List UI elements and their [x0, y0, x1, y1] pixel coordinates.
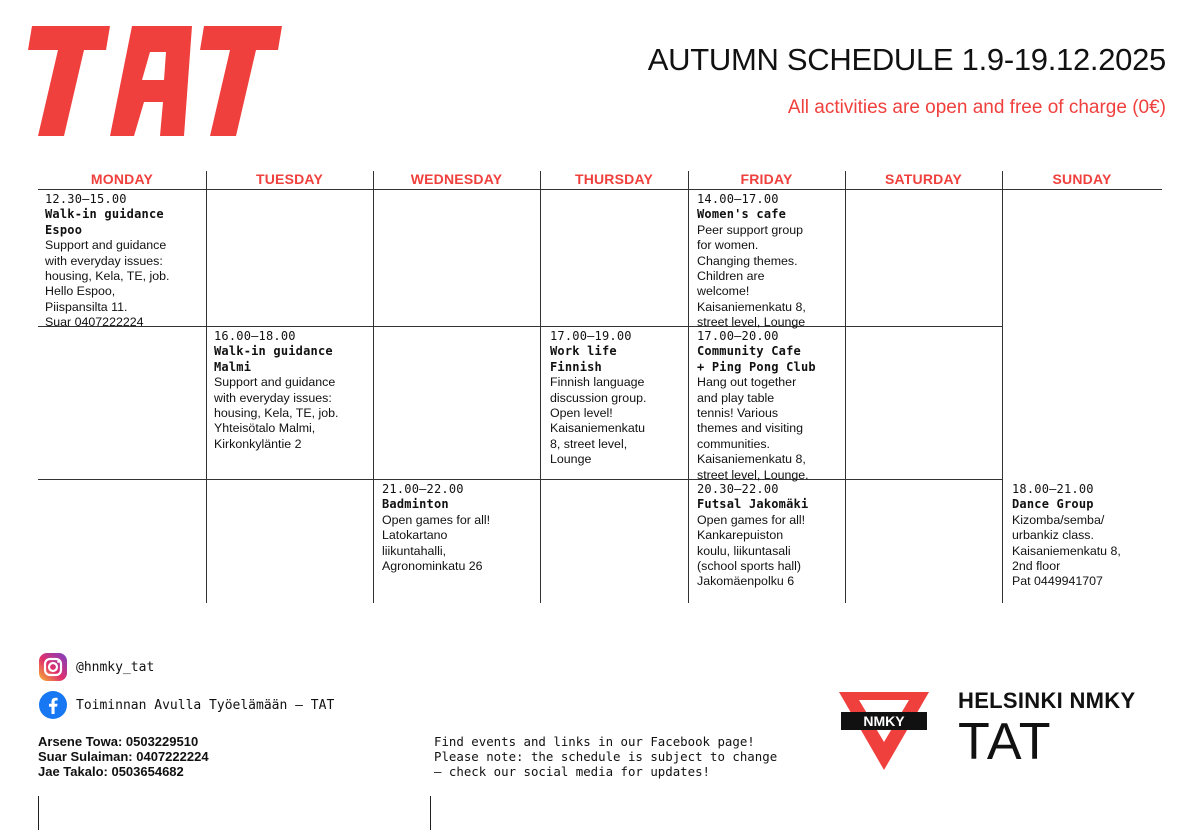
- event-desc: Open games for all!: [382, 512, 491, 527]
- column-divider: [206, 171, 207, 603]
- event-desc: Peer support group: [697, 222, 804, 237]
- event-time: 17.00–20.00: [697, 329, 779, 343]
- event-time: 16.00–18.00: [214, 329, 296, 343]
- event-time: 14.00–17.00: [697, 192, 779, 206]
- event-desc: Kaisaniemenkatu 8,: [697, 299, 806, 314]
- event-time: 20.30–22.00: [697, 482, 779, 496]
- day-tuesday: TUESDAY: [255, 171, 323, 187]
- event-desc: discussion group.: [550, 390, 647, 405]
- footer-divider: [38, 796, 39, 830]
- event-desc: Support and guidance: [45, 238, 167, 253]
- column-divider: [845, 171, 846, 603]
- event-desc: Changing themes.: [697, 253, 798, 268]
- event-desc: Hang out together: [697, 375, 797, 390]
- event-desc: tennis! Various: [697, 406, 779, 421]
- event-desc: Hello Espoo,: [45, 284, 116, 299]
- column-divider: [1002, 171, 1003, 603]
- column-divider: [540, 171, 541, 603]
- event-desc: Children are: [697, 269, 765, 284]
- event-desc: Kaisaniemenkatu 8,: [697, 452, 806, 467]
- event-title: Dance Group: [1012, 497, 1094, 512]
- event-desc: street level, Lounge: [697, 315, 806, 330]
- event-desc: Support and guidance: [214, 375, 336, 390]
- event-desc: themes and visiting: [697, 421, 804, 436]
- event-desc: Kirkonkyläntie 2: [214, 436, 302, 451]
- event-desc: Open level!: [550, 406, 613, 421]
- event-desc: welcome!: [697, 284, 750, 299]
- event-desc: Kaisaniemenkatu 8,: [1012, 543, 1121, 558]
- instagram-icon: [38, 652, 68, 682]
- event-futsal-jakomaki: [697, 482, 844, 590]
- facebook-link[interactable]: [38, 690, 334, 720]
- instagram-handle: @hnmky_tat: [76, 659, 155, 675]
- event-desc: Kankarepuiston: [697, 528, 784, 543]
- event-desc: and play table: [697, 390, 775, 405]
- header-row-line: [38, 189, 1162, 190]
- facebook-icon: [38, 690, 68, 720]
- column-divider: [373, 171, 374, 603]
- event-title: Women's cafe: [697, 207, 787, 222]
- event-desc: street level, Lounge.: [697, 467, 809, 482]
- day-monday: MONDAY: [90, 171, 154, 187]
- page-title: AUTUMN SCHEDULE 1.9-19.12.2025: [647, 42, 1166, 77]
- event-desc: koulu, liikuntasali: [697, 543, 791, 558]
- day-wednesday: WEDNESDAY: [410, 171, 503, 187]
- event-desc: Open games for all!: [697, 512, 806, 527]
- facebook-page-name: Toiminnan Avulla Työelämään – TAT: [76, 697, 335, 713]
- event-time: 17.00–19.00: [550, 329, 632, 343]
- column-divider: [688, 171, 689, 603]
- day-friday: FRIDAY: [740, 171, 793, 187]
- event-walk-in-malmi: [214, 329, 372, 452]
- tat-logo: [14, 22, 284, 140]
- event-time: 21.00–22.00: [382, 482, 464, 496]
- event-desc: Kizomba/semba/: [1012, 512, 1105, 527]
- event-title: Finnish: [550, 359, 602, 374]
- event-desc: 8, street level,: [550, 436, 628, 451]
- event-time: 12.30–15.00: [45, 192, 127, 206]
- event-desc: with everyday issues:: [45, 253, 163, 268]
- contact-item: Jae Takalo: 0503654682: [38, 764, 184, 779]
- facebook-note: [434, 734, 777, 779]
- event-desc: Lounge: [550, 452, 592, 467]
- event-desc: liikuntahalli,: [382, 543, 447, 558]
- event-badminton: [382, 482, 539, 574]
- row-divider: [38, 479, 1002, 480]
- page-subtitle: All activities are open and free of charge (0€): [787, 97, 1166, 118]
- event-desc: 2nd floor: [1012, 559, 1061, 574]
- event-title: Walk-in guidance: [45, 207, 164, 222]
- event-desc: Yhteisötalo Malmi,: [214, 421, 316, 436]
- day-sunday: SUNDAY: [1052, 171, 1112, 187]
- event-desc: Finnish language: [550, 375, 645, 390]
- note-line: – check our social media for updates!: [434, 764, 711, 779]
- event-desc: with everyday issues:: [214, 390, 332, 405]
- logo-text: TAT: [14, 22, 16, 23]
- event-title: Espoo: [45, 222, 83, 237]
- nmky-triangle-logo: [835, 690, 933, 772]
- note-line: Please note: the schedule is subject to change: [434, 749, 778, 764]
- schedule-table: [38, 168, 1162, 606]
- event-desc: Agronominkatu 26: [382, 559, 483, 574]
- event-desc: Jakomäenpolku 6: [697, 574, 795, 589]
- nmky-badge-text: NMKY: [863, 713, 905, 729]
- event-desc: Latokartano: [382, 528, 448, 543]
- event-title: Malmi: [214, 359, 252, 374]
- event-title: Badminton: [382, 497, 449, 512]
- contact-item: Arsene Towa: 0503229510: [38, 734, 199, 749]
- event-title: Futsal Jakomäki: [697, 497, 809, 512]
- org-short-name: TAT: [958, 713, 1052, 771]
- event-work-life-finnish: [550, 329, 687, 468]
- contact-list: [38, 734, 209, 779]
- event-title: + Ping Pong Club: [697, 359, 816, 374]
- org-name: HELSINKI NMKY: [958, 688, 1136, 713]
- event-desc: housing, Kela, TE, job.: [214, 406, 339, 421]
- event-desc: communities.: [697, 436, 770, 451]
- day-thursday: THURSDAY: [574, 171, 654, 187]
- event-desc: (school sports hall): [697, 559, 801, 574]
- day-saturday: SATURDAY: [884, 171, 963, 187]
- event-title: Community Cafe: [697, 344, 801, 359]
- event-dance-group: [1012, 482, 1162, 590]
- event-desc: Kaisaniemenkatu: [550, 421, 646, 436]
- event-desc: urbankiz class.: [1012, 528, 1094, 543]
- event-title: Work life: [550, 344, 617, 359]
- event-time: 18.00–21.00: [1012, 482, 1094, 496]
- event-desc: housing, Kela, TE, job.: [45, 269, 170, 284]
- event-desc: for women.: [697, 238, 759, 253]
- event-desc: Pat 0449941707: [1012, 574, 1103, 589]
- event-womens-cafe: [697, 192, 844, 331]
- contact-item: Suar Sulaiman: 0407222224: [38, 749, 209, 764]
- event-community-cafe: [697, 329, 844, 483]
- event-walk-in-espoo: [45, 192, 205, 331]
- instagram-link[interactable]: [38, 652, 154, 682]
- footer-divider: [430, 796, 431, 830]
- event-desc: Suar 0407222224: [45, 315, 144, 330]
- event-title: Walk-in guidance: [214, 344, 333, 359]
- note-line: Find events and links in our Facebook page!: [434, 734, 755, 749]
- event-desc: Piispansilta 11.: [45, 299, 128, 314]
